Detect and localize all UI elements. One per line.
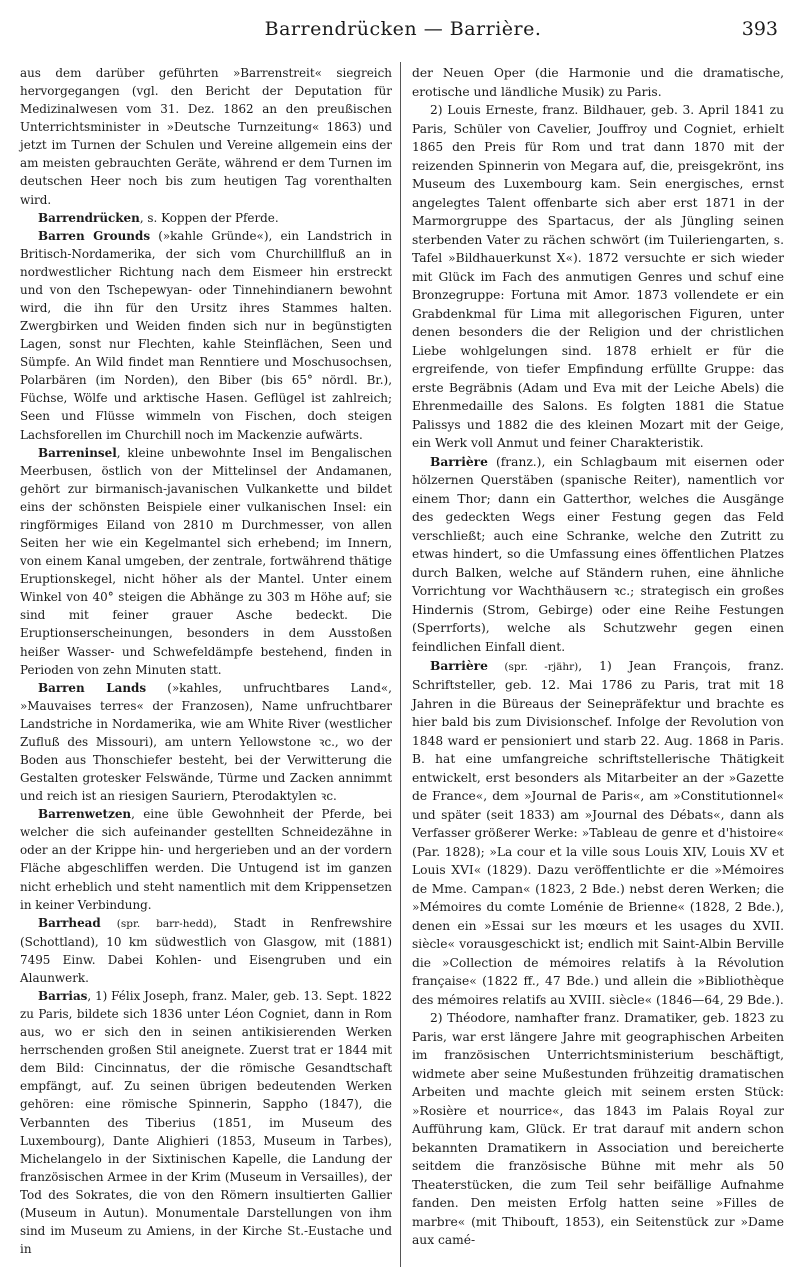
page-header	[28, 14, 778, 54]
left-column	[20, 64, 392, 1269]
right-column	[412, 64, 784, 1269]
entry-barren-lands: Barren Lands (»kahles, unfruchtbares Land«, »Mauvaises terres« der Franzosen), Name unfruchtbarer Landstriche in Nordamerika, wie am White River (westlicher Zufluß des Missouri), am untern Yellowstone ꝛc., wo der Boden aus Thonschiefer besteht, bei der Verwitterung die Gestalten grotesker Felswände, Türme und Zacken annimmt und reich ist an riesigen Sauriern, Pterodaktylen ꝛc.	[20, 680, 392, 804]
pronunciation: (spr. -rjähr)	[487, 660, 579, 673]
headword: Barrias	[38, 988, 88, 1003]
pronunciation: (spr. barr-hedd)	[100, 917, 214, 930]
entry-barriere-franz: Barrière (franz.), ein Schlagbaum mit eisernen oder hölzernen Querstäben (spanische Reiter), namentlich vor einem Thor; dann ein Gatterthor, welches die Ausgänge des gedeckten Wegs einer Festung gegen das Feld verschließt; auch eine Schranke, welche den Zutritt zu etwas hindert, so die Umfassung eines öffentlichen Platzes durch Balken, welche auf Ständern ruhen, eine ähnliche Vorrichtung vor Wachthäusern ꝛc.; strategisch ein großes Hindernis (Strom, Gebirge) oder eine Reihe Festungen (Sperrforts), welche als Schutzwehr gegen einen feindlichen Einfall dient.	[412, 453, 784, 654]
entry-barrendruecken: Barrendrücken, s. Koppen der Pferde.	[38, 210, 279, 225]
headword: Barrière	[430, 657, 488, 673]
page-number: 393	[741, 18, 778, 40]
running-title: Barrendrücken — Barrière.	[264, 18, 542, 40]
entry-barren-grounds: Barren Grounds (»kahle Gründe«), ein Landstrich in Britisch-Nordamerika, der sich vom Churchillfluß an in nordwestlicher Richtung nach dem Eismeer hin erstreckt und von den Tschepewyan- oder Tinnehindianern bewohnt wird, die ihn für den Ursitz ihres Stammes halten. Zwergbirken und Weiden finden sich nur in begünstigten Lagen, sonst nur Flechten, kahle Steinflächen, Seen und Sümpfe. An Wild findet man Renntiere und Moschusochsen, Polarbären (im Norden), den Biber (bis 65° nördl. Br.), Füchse, Wölfe und arktische Hasen. Geflügel ist zahlreich; Seen und Flüsse wimmeln von Fischen, doch steigen Lachsforellen im Churchill noch im Mackenzie aufwärts.	[20, 228, 392, 442]
column-divider	[400, 62, 401, 1267]
entry-barrias: Barrias, 1) Félix Joseph, franz. Maler, geb. 13. Sept. 1822 zu Paris, bildete sich 1836 unter Léon Cogniet, dann in Rom aus, wo er sich den in seinen antikisierenden Werken herrschenden großen Stil aneignete. Zuerst trat er 1844 mit dem Bild: Cincinnatus, der die römische Gesandtschaft empfängt, auf. Zu seinen übrigen bedeutenden Werken gehören: eine römische Spinnerin, Sappho (1847), die Verbannten des Tiberius (1851, im Museum des Luxembourg), Dante Alighieri (1853, Museum in Tarbes), Michelangelo in der Sixtinischen Kapelle, die Landung der französischen Armee in der Krim (Museum in Versailles), der Tod des Sokrates, die von den Römern insultierten Gallier (Museum in Autun). Monumentale Darstellungen von ihm sind im Museum zu Amiens, in der Kirche St.-Eustache und in	[20, 988, 392, 1257]
headword: Barreninsel	[38, 445, 117, 460]
entry-barriere-theodore: 2) Théodore, namhafter franz. Dramatiker, geb. 1823 zu Paris, war erst längere Jahre mit geographischen Arbeiten im französischen Unterrichtsministerium beschäftigt, widmete aber seine Mußestunden frühzeitig dramatischen Arbeiten und machte gleich mit seinem ersten Stück: »Rosière et nourrice«, das 1843 im Palais Royal zur Aufführung kam, Glück. Er trat darauf mit andern schon bekannten Dramatikern in Association und bereicherte seitdem die französische Bühne mit mehr als 50 Theaterstücken, die zum Teil sehr beifällige Aufnahme fanden. Den meisten Erfolg hatten seine »Filles de marbre« (mit Thibouft, 1853), ein Seitenstück zur »Dame aux camé-	[412, 1011, 784, 1248]
headword: Barrière	[430, 453, 488, 469]
entry-barriere-person: Barrière (spr. -rjähr), 1) Jean François, franz. Schriftsteller, geb. 12. Mai 1786 zu Paris, trat mit 18 Jahren in die Büreaus der Seinepräfektur und brachte es hier bald bis zum Divisionschef. Infolge der Revolution von 1848 ward er pensioniert und starb 22. Aug. 1868 in Paris. B. hat eine umfangreiche schriftstellerische Thätigkeit entwickelt, erst besonders als Mitarbeiter an der »Gazette de France«, dem »Journal de Paris«, am »Constitutionnel« und später (seit 1833) am »Journal des Débats«, dann als Verfasser größerer Werke: »Tableau de genre et d'histoire« (Par. 1828); »La cour et la ville sous Louis XIV, Louis XV et Louis XVI« (1829). Dazu veröffentlichte er die »Mémoires de Mme. Campan« (1823, 2 Bde.) nebst deren Werken; die »Mémoires du comte Loménie de Brienne« (1828, 2 Bde.), denen ein »Essai sur les mœurs et les usages du XVII. siècle« vorausgeschickt ist; endlich mit Saint-Albin Berville die »Collection de mémoires relatifs à la Révolution française« (1822 ff., 47 Bde.) und allein die »Bibliothèque des mémoires relatifs au XVIII. siècle« (1846—64, 29 Bde.).	[412, 657, 784, 1007]
paragraph-continuation: aus dem darüber geführten »Barrenstreit« siegreich hervorgegangen (vgl. den Bericht der Deputation für Medizinalwesen vom 31. Dez. 1862 an den preußischen Unterrichtsminister in »Deutsche Turnzeitung« 1863) und jetzt im Turnen der Schulen und Vereine allgemein eins der am meisten gebrauchten Geräte, während er dem Turnen im deutschen Heer noch bis zum heutigen Tag vorenthalten wird.	[20, 66, 392, 207]
headword: Barren Grounds	[38, 228, 151, 243]
headword: Barrenwetzen	[38, 807, 132, 822]
paragraph-continuation: der Neuen Oper (die Harmonie und die dramatische, erotische und ländliche Musik) zu Paris.	[412, 66, 784, 99]
entry-barrhead: Barrhead (spr. barr-hedd), Stadt in Renfrewshire (Schottland), 10 km südwestlich von Glasgow, mit (1881) 7495 Einw. Dabei Kohlen- und Eisengruben und ein Alaunwerk.	[20, 915, 392, 985]
entry-barrenwetzen: Barrenwetzen, eine üble Gewohnheit der Pferde, bei welcher die sich aufeinander gestellten Schneidezähne in oder an der Krippe hin- und hergerieben und an der vordern Fläche abgeschliffen werden. Die Untugend ist im ganzen nicht erheblich und steht namentlich mit dem Krippensetzen in keiner Verbindung.	[20, 807, 392, 912]
headword: Barrhead	[38, 915, 101, 930]
entry-barrias-louis: 2) Louis Erneste, franz. Bildhauer, geb. 3. April 1841 zu Paris, Schüler von Cavelier, Jouffroy und Cogniet, erhielt 1865 den Preis für Rom und trat dann 1870 mit der reizenden Spinnerin von Megara auf, die, preisgekrönt, ins Museum des Luxembourg kam. Sein energisches, ernst angelegtes Talent offenbarte sich aber erst 1871 in der Marmorgruppe des Spartacus, der als Jüngling seinen sterbenden Vater zu rächen schwört (im Tuileriengarten, s. Tafel »Bildhauerkunst X«). 1872 versuchte er sich wieder mit Glück im Fach des anmutigen Genres und schuf eine Bronzegruppe: Fortuna mit Amor. 1873 vollendete er ein Grabdenkmal für Lima mit allegorischen Figuren, unter denen besonders die der Religion und der christlichen Liebe wohlgelungen sind. 1878 erhielt er für die ergreifende, von tiefer Empfindung erfüllte Gruppe: das erste Begräbnis (Adam und Eva mit der Leiche Abels) die Ehrenmedaille des Salons. Es folgten 1881 die Statue Palissys und 1882 die des kleinen Mozart mit der Geige, ein Werk voll Anmut und feiner Charakteristik.	[412, 103, 784, 451]
entry-barreninsel: Barreninsel, kleine unbewohnte Insel im Bengalischen Meerbusen, östlich von der Mittelinsel der Andamanen, gehört zur birmanisch-javanischen Vulkankette und bildet eins der schönsten Beispiele einer vulkanischen Insel: ein ringförmiges Eiland von 2810 m Durchmesser, von allen Seiten her wie ein Kegelmantel sich erhebend; im Innern, von einem Kanal umgeben, der zentrale, fortwährend thätige Eruptionskegel, nicht höher als der Mantel. Unter einem Winkel von 40° steigen die Abhänge zu 303 m Höhe auf; sie sind mit feiner grauer Asche bedeckt. Die Eruptionserscheinungen, besonders in dem Ausstoßen heißer Wasser- und Schwefeldämpfe bestehend, finden in Perioden von zehn Minuten statt.	[20, 445, 392, 677]
headword: Barrendrücken	[38, 210, 140, 225]
headword: Barren Lands	[38, 680, 147, 695]
